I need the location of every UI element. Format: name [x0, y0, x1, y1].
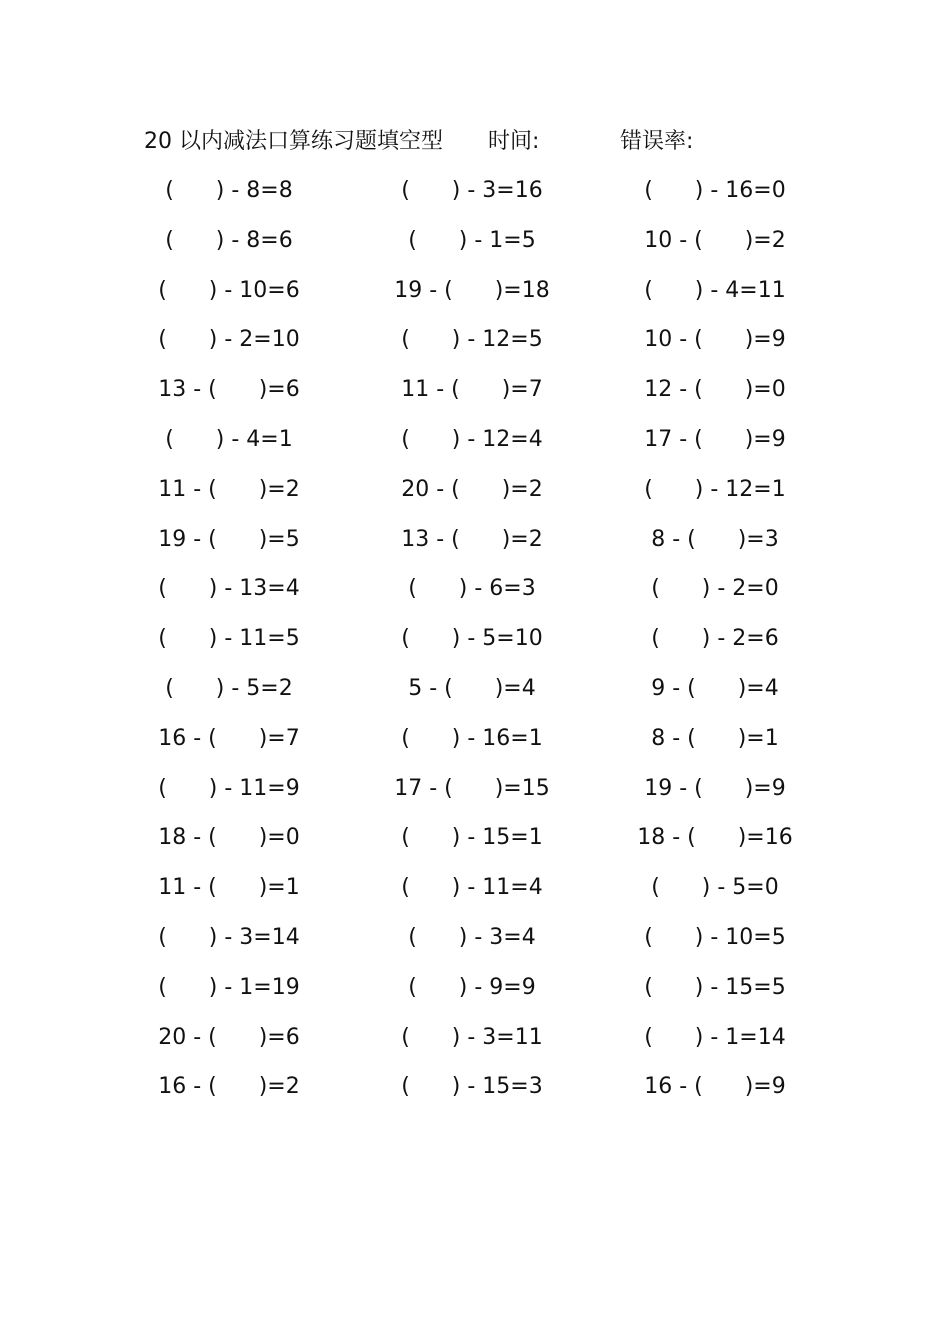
problem-item: ( ) - 16=1	[401, 726, 543, 751]
problem-item: 19 - ( )=5	[158, 527, 300, 552]
problem-item: 12 - ( )=0	[644, 377, 786, 402]
problem-item: ( ) - 5=0	[651, 875, 779, 900]
problem-item: ( ) - 1=19	[158, 975, 300, 1000]
problem-item: ( ) - 12=1	[644, 477, 786, 502]
time-label: 时间:	[488, 129, 540, 154]
problem-item: ( ) - 3=16	[401, 178, 543, 203]
problem-item: 10 - ( )=9	[644, 327, 786, 352]
problem-item: ( ) - 12=5	[401, 327, 543, 352]
problem-item: 18 - ( )=0	[158, 825, 300, 850]
problem-item: ( ) - 15=3	[401, 1074, 543, 1099]
problem-item: ( ) - 1=14	[644, 1025, 786, 1050]
problem-item: 9 - ( )=4	[651, 676, 779, 701]
problem-item: ( ) - 3=4	[408, 925, 536, 950]
problem-item: ( ) - 16=0	[644, 178, 786, 203]
problem-item: 13 - ( )=6	[158, 377, 300, 402]
problem-item: ( ) - 4=1	[165, 427, 293, 452]
worksheet-title: 20 以内减法口算练习题填空型	[144, 129, 443, 154]
problem-item: ( ) - 8=6	[165, 228, 293, 253]
problem-item: ( ) - 15=1	[401, 825, 543, 850]
problem-item: 13 - ( )=2	[401, 527, 543, 552]
problem-item: 20 - ( )=2	[401, 477, 543, 502]
problem-item: ( ) - 6=3	[408, 576, 536, 601]
problem-item: 11 - ( )=1	[158, 875, 300, 900]
problem-item: 18 - ( )=16	[637, 825, 793, 850]
problem-item: 8 - ( )=3	[651, 527, 779, 552]
error-rate-label: 错误率:	[620, 129, 694, 154]
problem-item: ( ) - 1=5	[408, 228, 536, 253]
problem-item: ( ) - 10=6	[158, 278, 300, 303]
problem-item: 10 - ( )=2	[644, 228, 786, 253]
problem-item: 19 - ( )=9	[644, 776, 786, 801]
problem-item: ( ) - 9=9	[408, 975, 536, 1000]
problem-item: 17 - ( )=9	[644, 427, 786, 452]
problem-item: ( ) - 13=4	[158, 576, 300, 601]
problem-item: ( ) - 11=9	[158, 776, 300, 801]
problem-item: 16 - ( )=2	[158, 1074, 300, 1099]
problem-item: ( ) - 4=11	[644, 278, 786, 303]
problem-item: ( ) - 11=4	[401, 875, 543, 900]
problem-item: 17 - ( )=15	[394, 776, 550, 801]
problem-item: ( ) - 5=10	[401, 626, 543, 651]
problem-item: 11 - ( )=2	[158, 477, 300, 502]
problem-item: 16 - ( )=7	[158, 726, 300, 751]
problem-item: ( ) - 8=8	[165, 178, 293, 203]
problem-item: 19 - ( )=18	[394, 278, 550, 303]
problem-item: 5 - ( )=4	[408, 676, 536, 701]
problem-item: ( ) - 2=6	[651, 626, 779, 651]
problem-item: ( ) - 11=5	[158, 626, 300, 651]
problem-item: ( ) - 3=14	[158, 925, 300, 950]
problem-item: 8 - ( )=1	[651, 726, 779, 751]
problem-item: ( ) - 10=5	[644, 925, 786, 950]
problem-item: ( ) - 2=10	[158, 327, 300, 352]
problem-item: ( ) - 12=4	[401, 427, 543, 452]
problem-item: 16 - ( )=9	[644, 1074, 786, 1099]
problem-item: ( ) - 15=5	[644, 975, 786, 1000]
problem-item: ( ) - 3=11	[401, 1025, 543, 1050]
problem-item: ( ) - 5=2	[165, 676, 293, 701]
problem-item: 20 - ( )=6	[158, 1025, 300, 1050]
problem-item: 11 - ( )=7	[401, 377, 543, 402]
problem-item: ( ) - 2=0	[651, 576, 779, 601]
